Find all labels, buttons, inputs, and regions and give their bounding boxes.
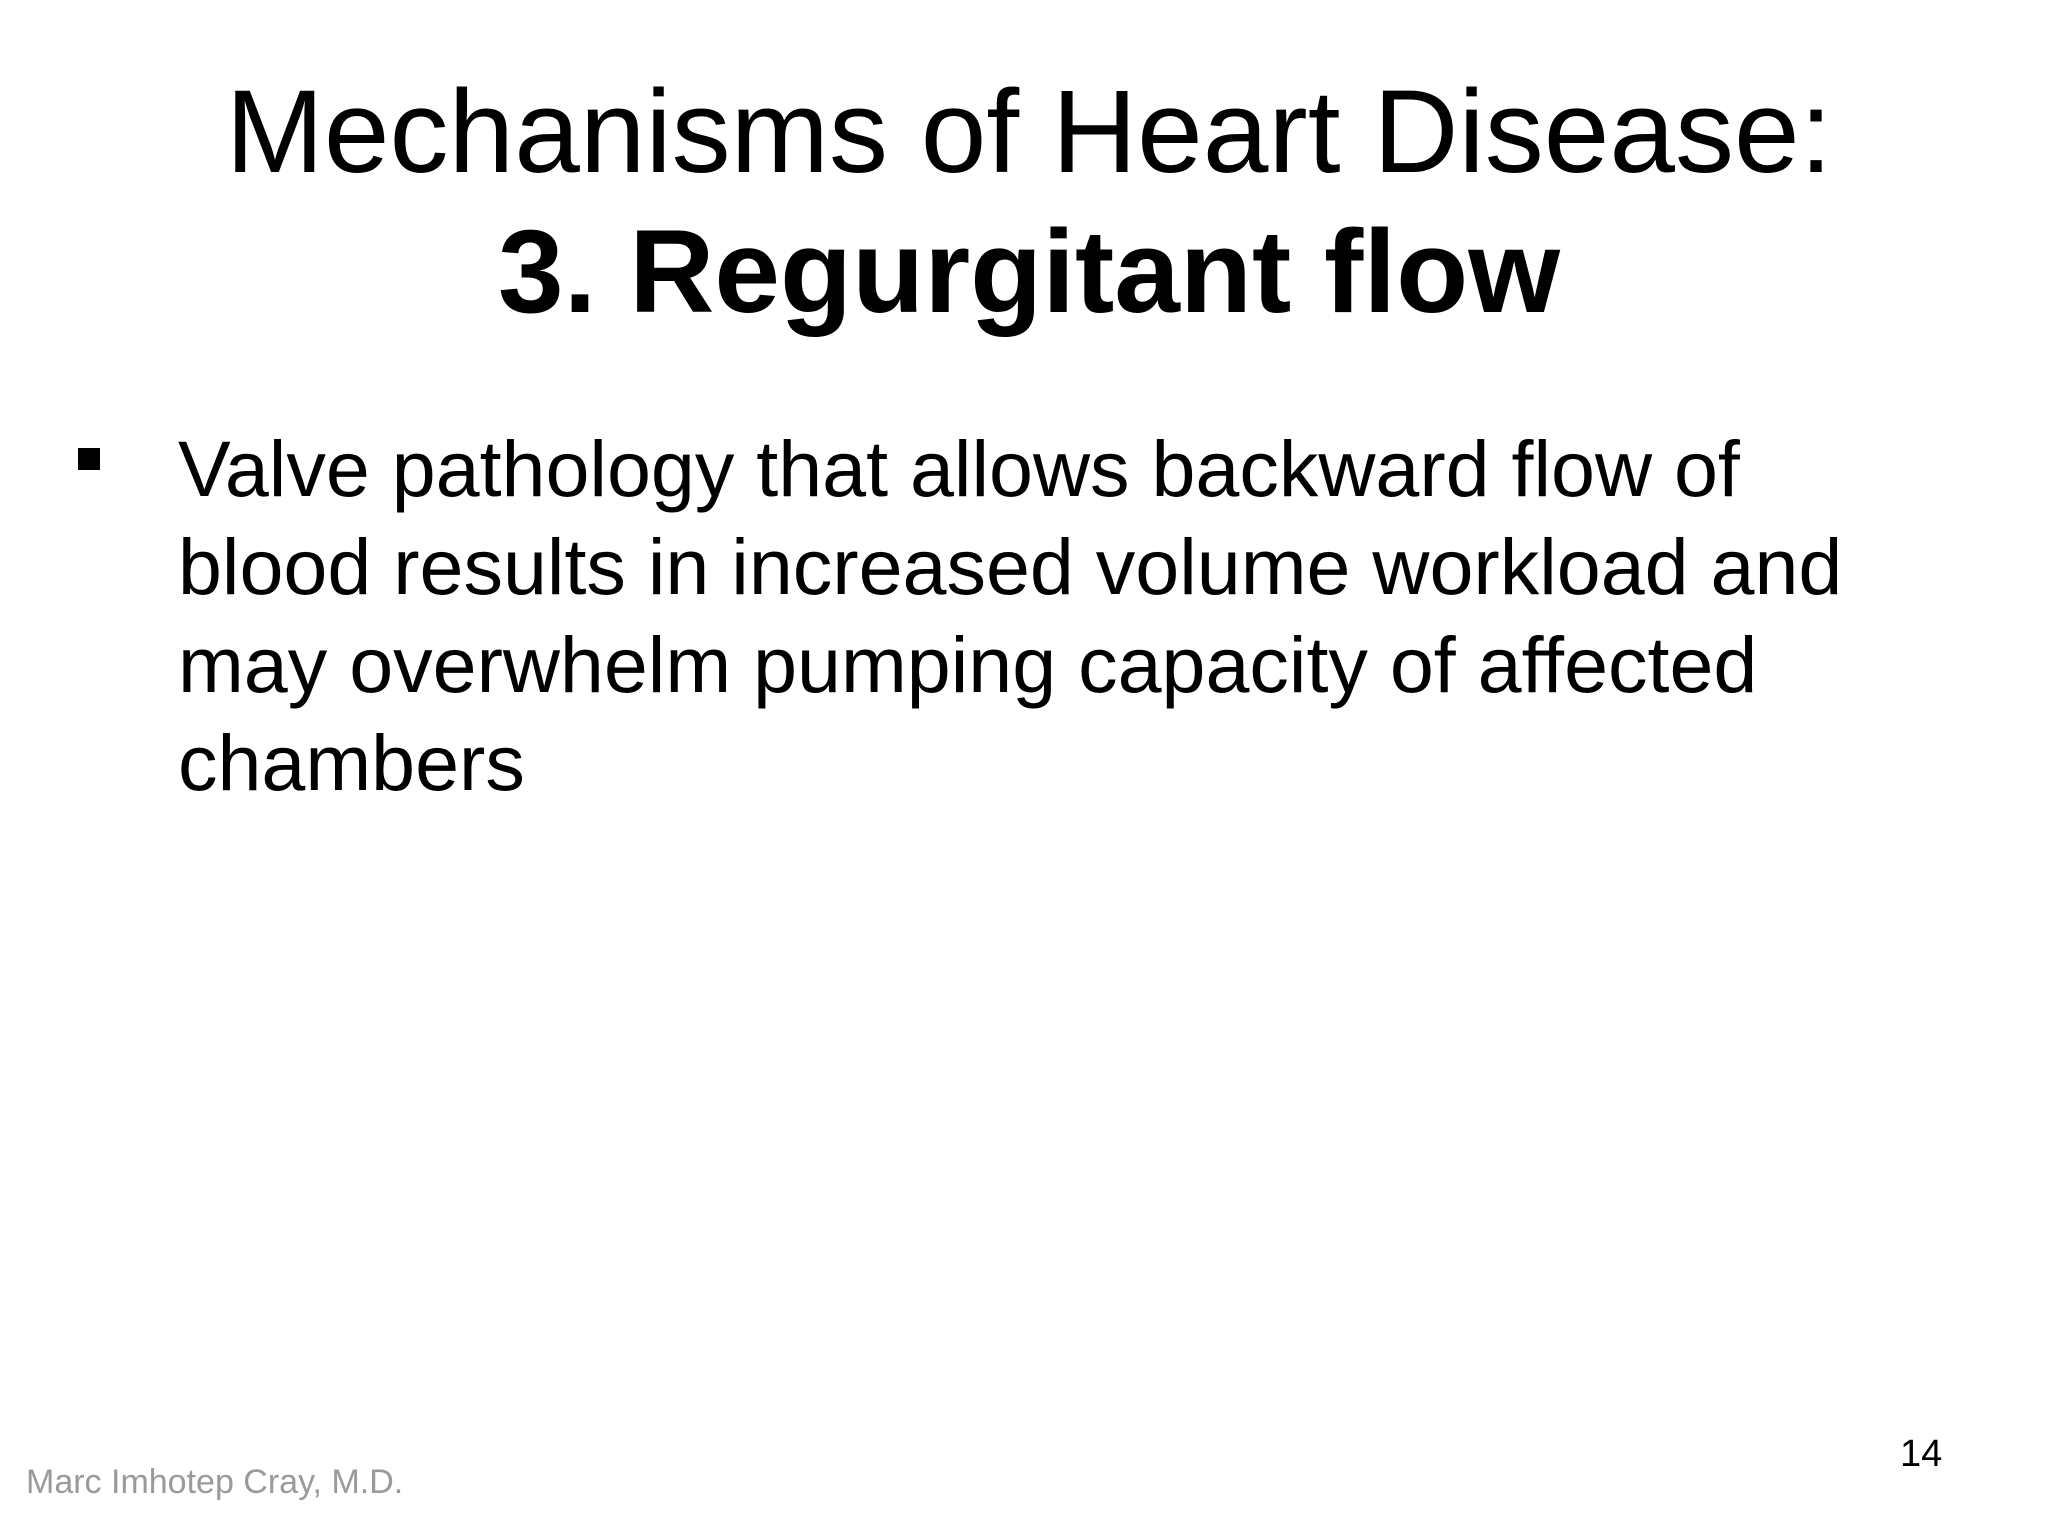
bullet-line: blood results in increased volume workload and xyxy=(178,522,1843,611)
square-bullet-icon xyxy=(78,448,100,470)
slide-title xyxy=(0,62,2048,342)
bullet-line: chambers xyxy=(178,718,525,807)
bullet-line: may overwhelm pumping capacity of affected xyxy=(178,620,1758,709)
author-footer: Marc Imhotep Cray, M.D. xyxy=(26,1463,404,1501)
title-line-1: Mechanisms of Heart Disease: xyxy=(225,66,1833,198)
page-number: 14 xyxy=(1900,1433,1943,1475)
bullet-text xyxy=(178,420,1978,812)
bullet-line: Valve pathology that allows backward flow of xyxy=(178,424,1740,513)
title-line-2: 3. Regurgitant flow xyxy=(498,206,1560,338)
